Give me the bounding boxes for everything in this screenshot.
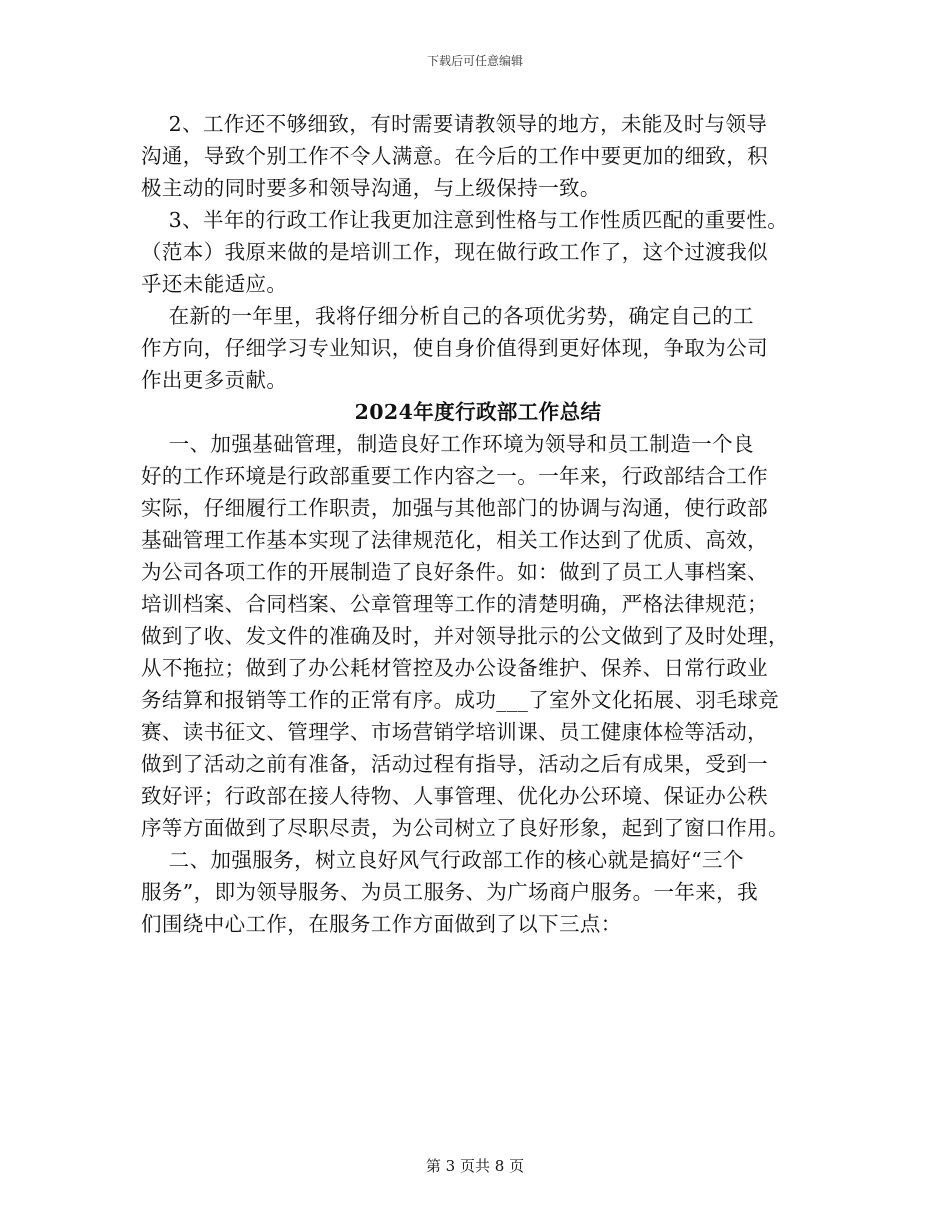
text-line: 在新的一年里，我将仔细分析自己的各项优劣势，确定自己的工	[141, 304, 754, 328]
text-line: 沟通，导致个别工作不令人满意。在今后的工作中要更加的细致，积	[141, 144, 768, 168]
document-body	[141, 108, 815, 940]
text-line: 一、加强基础管理，制造良好工作环境为领导和员工制造一个良	[141, 432, 754, 456]
section-title: 2024年度行政部工作总结	[354, 400, 602, 424]
text-line: 序等方面做到了尽职尽责，为公司树立了良好形象，起到了窗口作用。	[141, 816, 789, 840]
text-line: 二、加强服务，树立良好风气行政部工作的核心就是搞好“三个	[141, 848, 744, 872]
page-footer: 第 3 页共 8 页	[425, 1157, 525, 1175]
text-line: （范本）我原来做的是培训工作，现在做行政工作了，这个过渡我似	[141, 240, 768, 264]
text-line: 们围绕中心工作，在服务工作方面做到了以下三点：	[141, 912, 622, 936]
text-line: 乎还未能适应。	[141, 272, 288, 296]
text-line: 2、工作还不够细致，有时需要请教领导的地方，未能及时与领导	[141, 112, 768, 136]
text-line: 极主动的同时要多和领导沟通，与上级保持一致。	[141, 176, 601, 200]
text-line: 务结算和报销等工作的正常有序。成功___了室外文化拓展、羽毛球竞	[141, 688, 780, 712]
text-line: 好的工作环境是行政部重要工作内容之一。一年来，行政部结合工作	[141, 464, 768, 488]
text-line: 做到了收、发文件的准确及时，并对领导批示的公文做到了及时处理，	[141, 624, 789, 648]
text-line: 作方向，仔细学习专业知识，使自身价值得到更好体现，争取为公司	[141, 336, 768, 360]
text-line: 基础管理工作基本实现了法律规范化，相关工作达到了优质、高效，	[141, 528, 768, 552]
text-line: 服务”，即为领导服务、为员工服务、为广场商户服务。一年来，我	[141, 880, 758, 904]
text-line: 赛、读书征文、管理学、市场营销学培训课、员工健康体检等活动，	[141, 720, 768, 744]
text-line: 3、半年的行政工作让我更加注意到性格与工作性质匹配的重要性。	[141, 208, 789, 232]
text-line: 做到了活动之前有准备，活动过程有指导，活动之后有成果，受到一	[141, 752, 768, 776]
text-line: 为公司各项工作的开展制造了良好条件。如：做到了员工人事档案、	[141, 560, 768, 584]
text-line: 作出更多贡献。	[141, 368, 288, 392]
text-line: 致好评；行政部在接人待物、人事管理、优化办公环境、保证办公秩	[141, 784, 768, 808]
text-line: 从不拖拉；做到了办公耗材管控及办公设备维护、保养、日常行政业	[141, 656, 768, 680]
text-line: 培训档案、合同档案、公章管理等工作的清楚明确，严格法律规范；	[141, 592, 768, 616]
text-line: 实际，仔细履行工作职责，加强与其他部门的协调与沟通，使行政部	[141, 496, 768, 520]
page-header: 下载后可任意编辑	[426, 54, 523, 68]
